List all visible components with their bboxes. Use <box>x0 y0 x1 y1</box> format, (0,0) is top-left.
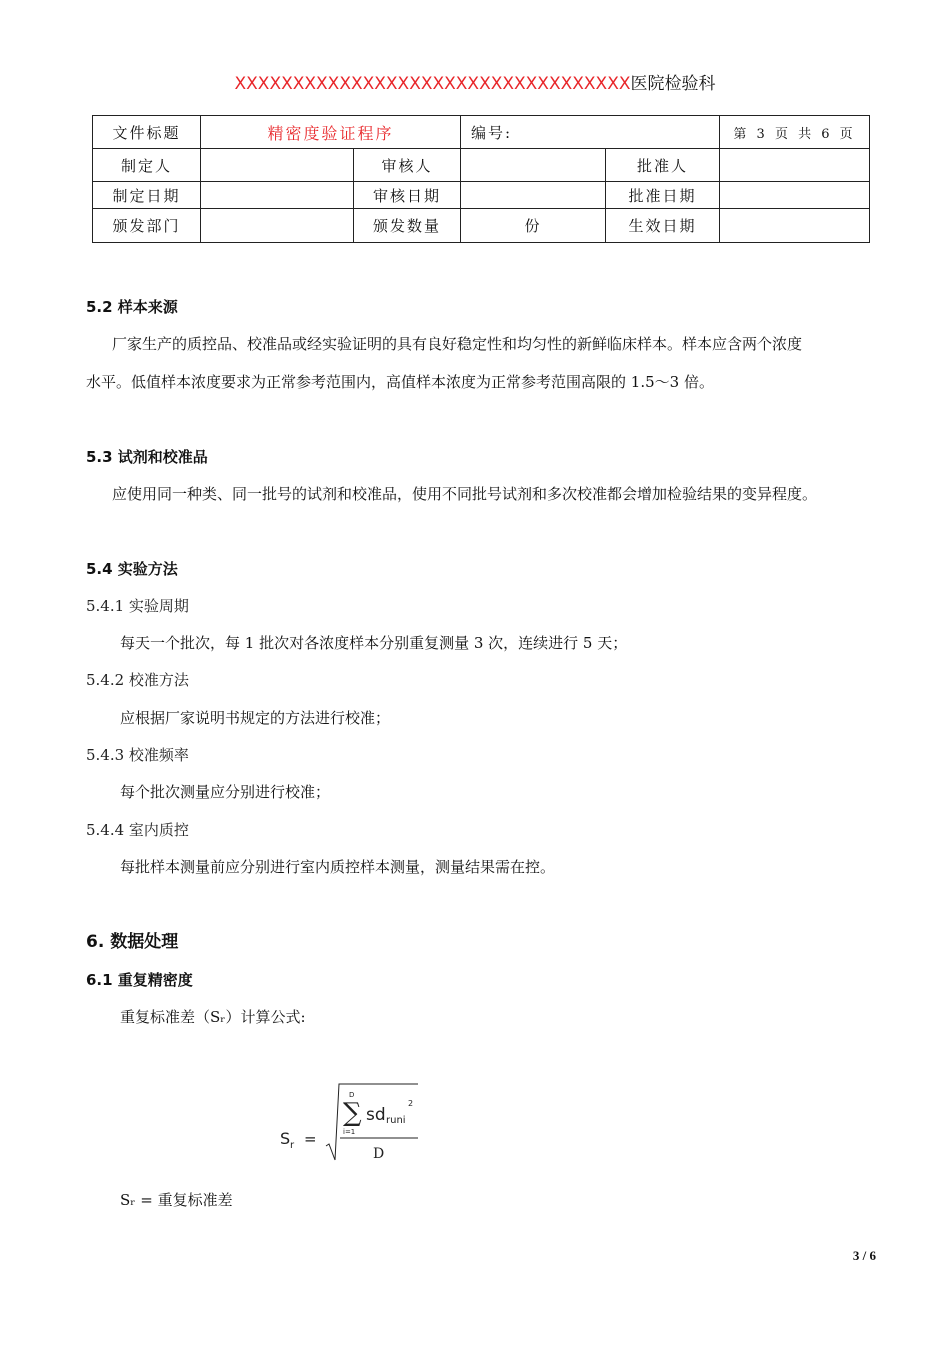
paragraph-5-4-4: 每批样本测量前应分别进行室内质控样本测量，测量结果需在控。 <box>120 858 556 876</box>
quantity-unit: 份 <box>461 209 606 243</box>
subsection-5-4-3: 5.4.3 校准频率 <box>86 746 189 764</box>
approver-label: 批准人 <box>606 149 720 182</box>
reviewer-label: 审核人 <box>354 149 461 182</box>
author-value <box>201 149 354 182</box>
page-info: 第 3 页 共 6 页 <box>720 116 870 149</box>
sum-lower-limit: i=1 <box>343 1128 356 1136</box>
sum-upper-limit: D <box>349 1091 355 1099</box>
formula-exponent: 2 <box>408 1099 414 1108</box>
paragraph-5-3: 应使用同一种类、同一批号的试剂和校准品，使用不同批号试剂和多次校准都会增加检验结果的变异程度。 <box>112 485 818 503</box>
formula-intro: 重复标准差（Sᵣ）计算公式: <box>120 1008 306 1026</box>
quantity-label: 颁发数量 <box>354 209 461 243</box>
section-heading-5-2: 5.2 样本来源 <box>86 298 178 316</box>
reviewer-value <box>461 149 606 182</box>
dept-label: 颁发部门 <box>93 209 201 243</box>
table-row <box>93 209 870 243</box>
table-row <box>93 149 870 182</box>
section-heading-6: 6. 数据处理 <box>86 932 179 952</box>
formula-equals: = <box>304 1130 317 1148</box>
author-date-label: 制定日期 <box>93 182 201 209</box>
formula-term-sub: runi <box>386 1115 406 1126</box>
repeatability-formula <box>270 1076 430 1166</box>
subsection-5-4-4: 5.4.4 室内质控 <box>86 821 189 839</box>
effective-label: 生效日期 <box>606 209 720 243</box>
paragraph-5-2-line2: 水平。低值样本浓度要求为正常参考范围内，高值样本浓度为正常参考范围高限的 1.5～3 倍。 <box>86 373 714 391</box>
formula-lhs: S <box>280 1129 291 1148</box>
title-value: 精密度验证程序 <box>201 116 461 149</box>
page-header <box>0 72 950 96</box>
page-number: 3 / 6 <box>852 1248 876 1263</box>
subsection-5-4-2: 5.4.2 校准方法 <box>86 671 189 689</box>
paragraph-5-4-1: 每天一个批次，每 1 批次对各浓度样本分别重复测量 3 次，连续进行 5 天； <box>120 634 628 652</box>
formula-term: sd <box>366 1105 386 1125</box>
hospital-name-placeholder: XXXXXXXXXXXXXXXXXXXXXXXXXXXXXXXXXX <box>234 74 631 94</box>
formula-lhs-sub: r <box>290 1140 295 1151</box>
formula-denominator: D <box>373 1146 385 1162</box>
sum-sign: ∑ <box>343 1098 362 1128</box>
formula-definition: Sᵣ = 重复标准差 <box>120 1191 233 1209</box>
section-heading-5-3: 5.3 试剂和校准品 <box>86 448 208 466</box>
paragraph-5-4-2: 应根据厂家说明书规定的方法进行校准； <box>120 709 391 727</box>
number-label: 编号: <box>461 116 720 149</box>
author-label: 制定人 <box>93 149 201 182</box>
approve-date-value <box>720 182 870 209</box>
approver-value <box>720 149 870 182</box>
department-name: 医院检验科 <box>630 74 716 94</box>
paragraph-5-4-3: 每个批次测量应分别进行校准； <box>120 783 331 801</box>
document-meta-table <box>92 115 870 243</box>
dept-value <box>201 209 354 243</box>
effective-value <box>720 209 870 243</box>
paragraph-5-2-line1: 厂家生产的质控品、校准品或经实验证明的具有良好稳定性和均匀性的新鲜临床样本。样本应含两个浓度 <box>112 335 803 353</box>
review-date-value <box>461 182 606 209</box>
subsection-5-4-1: 5.4.1 实验周期 <box>86 597 189 615</box>
approve-date-label: 批准日期 <box>606 182 720 209</box>
author-date-value <box>201 182 354 209</box>
section-heading-5-4: 5.4 实验方法 <box>86 560 178 578</box>
review-date-label: 审核日期 <box>354 182 461 209</box>
table-row <box>93 116 870 149</box>
section-heading-6-1: 6.1 重复精密度 <box>86 971 193 989</box>
table-row <box>93 182 870 209</box>
title-label: 文件标题 <box>93 116 201 149</box>
